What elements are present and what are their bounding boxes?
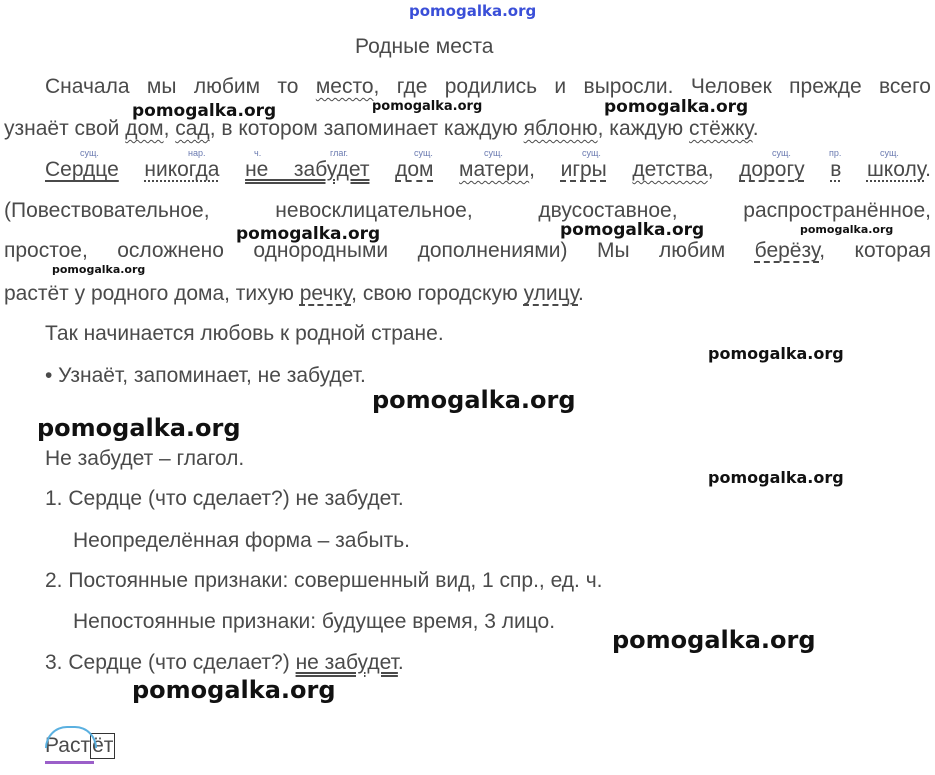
paragraph-2-line-3: [4, 282, 584, 306]
analysed-sentence: Сердце никогда не забудет дом матери, игры детства, дорогу в школу.: [45, 158, 931, 181]
watermark: pomogalka.org: [236, 224, 381, 244]
analysis-item-1-sub: Неопределённая форма – забыть.: [73, 529, 410, 552]
ending-box: ёт: [92, 734, 114, 757]
word-beryozu: берёзу: [754, 239, 820, 262]
watermark: pomogalka.org: [612, 626, 816, 654]
predicate-word: не забудет: [295, 651, 398, 674]
word-base: [45, 734, 90, 758]
watermark: pomogalka.org: [708, 468, 844, 487]
watermark: pomogalka.org: [708, 344, 844, 363]
root-arc-icon: [45, 726, 97, 748]
text-run: .: [397, 651, 404, 674]
word-sad: сад: [175, 117, 210, 140]
pos-label: глаг.: [330, 148, 349, 158]
pos-label: сущ.: [414, 148, 433, 158]
watermark-top: pomogalka.org: [409, 2, 537, 20]
watermark: pomogalka.org: [52, 263, 146, 276]
text-run: узнаёт свой: [4, 117, 126, 140]
watermark: pomogalka.org: [372, 386, 576, 414]
text-run: , каждую: [597, 117, 690, 140]
watermark: pomogalka.org: [132, 676, 336, 704]
text-run: , которая: [819, 239, 931, 262]
text-run: (Повествовательное, невосклицательное, двусоставное, распространённое,: [4, 199, 931, 222]
pos-label: нар.: [188, 148, 206, 158]
text-run: , свою городскую: [351, 282, 524, 305]
paragraph-2-line-2: [4, 239, 931, 263]
pos-label: пр.: [829, 148, 842, 158]
watermark: pomogalka.org: [37, 414, 241, 442]
word-dom: дом: [125, 117, 164, 140]
watermark: pomogalka.org: [560, 220, 705, 240]
paragraph-1-line-2: [4, 117, 759, 141]
paragraph-1-line-1: [45, 75, 931, 99]
analysis-item-2: 2. Постоянные признаки: совершенный вид, 1 спр., ед. ч.: [45, 569, 603, 592]
pos-label: сущ.: [772, 148, 791, 158]
love-line: Так начинается любовь к родной стране.: [45, 322, 444, 345]
paragraph-2-line-1: [4, 199, 931, 223]
text-run: Сначала мы любим то: [45, 75, 316, 98]
text-run: .: [752, 117, 759, 140]
watermark: pomogalka.org: [800, 223, 894, 236]
morpheme-parse: [45, 733, 115, 759]
pos-label: сущ.: [582, 148, 601, 158]
verb-heading: Не забудет – глагол.: [45, 447, 245, 470]
base-bracket-icon: [45, 761, 94, 764]
pos-label: сущ.: [880, 148, 899, 158]
watermark: pomogalka.org: [132, 101, 277, 121]
attribute-word: матери: [459, 158, 530, 181]
bullet-verbs: • Узнаёт, запоминает, не забудет.: [45, 364, 366, 387]
word-mesto: место: [315, 75, 374, 98]
word-yablonyu: яблоню: [523, 117, 598, 140]
word-rechku: речку: [299, 282, 352, 305]
page-title: Родные места: [355, 35, 494, 58]
word-styozhku: стёжку: [689, 117, 753, 140]
object-word: игры: [560, 158, 607, 181]
adverbial-word: школу: [866, 158, 926, 181]
analysis-item-3: [45, 651, 404, 675]
text-run: простое, осложнено однородными дополнениями) Мы любим: [4, 239, 755, 262]
preposition-word: в: [830, 158, 842, 181]
adverbial-word: никогда: [144, 158, 220, 181]
text-run: 3. Сердце (что сделает?): [45, 651, 296, 674]
text-run: , в котором запоминает каждую: [209, 117, 524, 140]
object-word: дом: [395, 158, 434, 181]
pos-label: сущ.: [484, 148, 503, 158]
text-run: , где родились и выросли. Человек прежде всего: [373, 75, 931, 98]
pos-label: ч.: [254, 148, 262, 158]
analysis-item-2-sub: Непостоянные признаки: будущее время, 3 лицо.: [73, 610, 556, 633]
analysis-item-1: 1. Сердце (что сделает?) не забудет.: [45, 487, 404, 510]
attribute-word: детства: [632, 158, 708, 181]
object-word: дорогу: [739, 158, 805, 181]
predicate-word: не забудет: [245, 158, 370, 181]
text-run: ,: [163, 117, 176, 140]
watermark: pomogalka.org: [372, 99, 483, 114]
text-run: растёт у родного дома, тихую: [4, 282, 300, 305]
subject-word: Сердце: [45, 158, 119, 181]
text-run: .: [578, 282, 584, 305]
pos-label: сущ.: [80, 148, 99, 158]
word-ulitsu: улицу: [523, 282, 579, 305]
watermark: pomogalka.org: [604, 97, 749, 117]
root-part: Раст: [45, 734, 91, 757]
